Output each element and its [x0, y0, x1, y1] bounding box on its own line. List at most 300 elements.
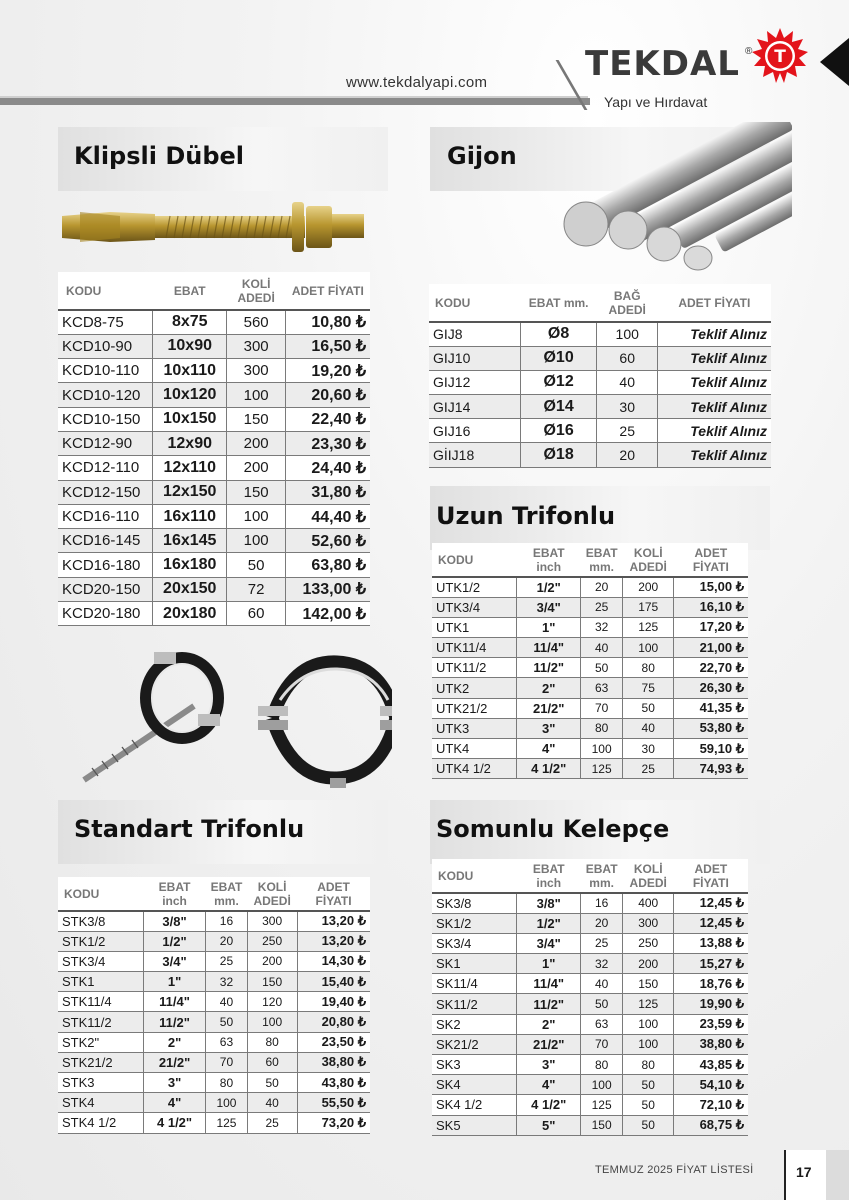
somunlu-cell-c2: 150: [581, 1115, 623, 1135]
table-row: [58, 972, 370, 992]
klipsli-cell-c2: 150: [227, 407, 286, 431]
standart-cell-code: STK4: [58, 1093, 143, 1113]
somunlu-cell-c3: 200: [623, 954, 674, 974]
klipsli-cell-code: KCD10-90: [58, 334, 153, 358]
uzun-cell-c3: 75: [623, 678, 674, 698]
klipsli-cell-c1: 12x110: [153, 456, 227, 480]
klipsli-cell-c1: 20x180: [153, 602, 227, 626]
gijon-cell-c2: 25: [597, 419, 658, 443]
uzun-cell-code: UTK1: [432, 617, 517, 637]
klipsli-cell-code: KCD10-110: [58, 359, 153, 383]
klipsli-cell-c1: 12x150: [153, 480, 227, 504]
uzun-cell-c4: 26,30 ₺: [674, 678, 748, 698]
table-row: [58, 1052, 370, 1072]
standart-cell-c2: 20: [206, 931, 247, 951]
brand-tagline: Yapı ve Hırdavat: [604, 94, 708, 110]
uzun-cell-c3: 50: [623, 698, 674, 718]
standart-cell-c3: 150: [247, 972, 297, 992]
standart-table: [58, 877, 370, 1134]
table-row: [58, 577, 370, 601]
gijon-cell-c1: Ø12: [520, 370, 596, 394]
gijon-cell-c1: Ø10: [520, 346, 596, 370]
klipsli-cell-c1: 10x110: [153, 359, 227, 383]
standart-cell-c2: 125: [206, 1113, 247, 1133]
table-row: [58, 602, 370, 626]
uzun-cell-c2: 32: [581, 617, 623, 637]
uzun-cell-code: UTK4 1/2: [432, 759, 517, 779]
somunlu-cell-c3: 50: [623, 1075, 674, 1095]
uzun-cell-c4: 74,93 ₺: [674, 759, 748, 779]
klipsli-cell-c2: 100: [227, 504, 286, 528]
col-header: KOLİ ADEDİ: [623, 543, 674, 577]
uzun-cell-c2: 20: [581, 577, 623, 597]
table-row: [432, 974, 748, 994]
gijon-cell-c1: Ø18: [520, 443, 596, 467]
table-row: [429, 395, 771, 419]
anchor-bolt-image: [60, 198, 366, 256]
standart-cell-c3: 200: [247, 951, 297, 971]
gijon-cell-c1: Ø8: [520, 322, 596, 346]
page-edge-band: [826, 1150, 849, 1200]
col-header: ADET FİYATI: [297, 877, 370, 911]
somunlu-cell-c2: 63: [581, 1014, 623, 1034]
klipsli-cell-c3: 23,30 ₺: [286, 431, 370, 455]
uzun-cell-c1: 21/2": [517, 698, 581, 718]
standart-cell-c1: 3": [143, 1073, 205, 1093]
table-row: [432, 718, 748, 738]
klipsli-cell-c3: 52,60 ₺: [286, 529, 370, 553]
gijon-cell-c1: Ø14: [520, 395, 596, 419]
klipsli-cell-c1: 10x90: [153, 334, 227, 358]
somunlu-cell-c2: 20: [581, 913, 623, 933]
somunlu-cell-c1: 2": [517, 1014, 581, 1034]
somunlu-cell-code: SK1/2: [432, 913, 517, 933]
table-row: [58, 951, 370, 971]
standart-cell-c2: 100: [206, 1093, 247, 1113]
col-header: KOLİ ADEDİ: [247, 877, 297, 911]
uzun-table: [432, 543, 748, 779]
table-row: [58, 310, 370, 334]
standart-cell-code: STK4 1/2: [58, 1113, 143, 1133]
gijon-cell-code: GIJ14: [429, 395, 520, 419]
uzun-cell-code: UTK4: [432, 739, 517, 759]
table-row: [432, 994, 748, 1014]
table-row: [432, 1095, 748, 1115]
klipsli-cell-c2: 300: [227, 359, 286, 383]
klipsli-cell-c1: 12x90: [153, 431, 227, 455]
uzun-cell-c1: 1/2": [517, 577, 581, 597]
table-row: [58, 407, 370, 431]
klipsli-cell-c2: 72: [227, 577, 286, 601]
klipsli-cell-code: KCD12-110: [58, 456, 153, 480]
brand-logo-text: TEKDAL: [585, 44, 740, 84]
uzun-cell-c2: 25: [581, 597, 623, 617]
somunlu-cell-code: SK3/4: [432, 933, 517, 953]
somunlu-cell-c1: 3/8": [517, 893, 581, 913]
col-header: ADET FİYATI: [674, 859, 748, 893]
somunlu-cell-c4: 12,45 ₺: [674, 893, 748, 913]
somunlu-cell-c4: 43,85 ₺: [674, 1055, 748, 1075]
gijon-cell-c3: Teklif Alınız: [658, 370, 771, 394]
col-header: KODU: [432, 543, 517, 577]
somunlu-cell-code: SK11/4: [432, 974, 517, 994]
somunlu-cell-c4: 23,59 ₺: [674, 1014, 748, 1034]
table-row: [432, 893, 748, 913]
somunlu-cell-c3: 80: [623, 1055, 674, 1075]
somunlu-cell-c3: 50: [623, 1095, 674, 1115]
standart-cell-c1: 3/8": [143, 911, 205, 931]
gijon-cell-c3: Teklif Alınız: [658, 443, 771, 467]
klipsli-cell-c1: 16x110: [153, 504, 227, 528]
table-row: [432, 1115, 748, 1135]
col-header: KODU: [58, 877, 143, 911]
klipsli-cell-code: KCD12-90: [58, 431, 153, 455]
klipsli-cell-c2: 100: [227, 529, 286, 553]
somunlu-cell-c2: 50: [581, 994, 623, 1014]
uzun-cell-c3: 100: [623, 638, 674, 658]
gijon-cell-code: GIJ16: [429, 419, 520, 443]
uzun-cell-code: UTK2: [432, 678, 517, 698]
table-row: [58, 992, 370, 1012]
klipsli-cell-code: KCD10-150: [58, 407, 153, 431]
somunlu-cell-c1: 1/2": [517, 913, 581, 933]
standart-cell-c3: 100: [247, 1012, 297, 1032]
table-row: [432, 597, 748, 617]
table-row: [58, 931, 370, 951]
brand-star-icon: [752, 28, 808, 84]
uzun-cell-c2: 80: [581, 718, 623, 738]
somunlu-cell-c3: 250: [623, 933, 674, 953]
klipsli-cell-c3: 142,00 ₺: [286, 602, 370, 626]
standart-cell-code: STK2": [58, 1032, 143, 1052]
gijon-cell-code: GIJ10: [429, 346, 520, 370]
somunlu-cell-c4: 38,80 ₺: [674, 1034, 748, 1054]
table-row: [429, 419, 771, 443]
table-row: [58, 1012, 370, 1032]
uzun-cell-code: UTK3/4: [432, 597, 517, 617]
col-header: EBAT mm.: [520, 284, 596, 322]
klipsli-cell-c2: 300: [227, 334, 286, 358]
standart-cell-c3: 40: [247, 1093, 297, 1113]
col-header: EBAT inch: [143, 877, 205, 911]
standart-cell-c4: 38,80 ₺: [297, 1052, 370, 1072]
standart-cell-c3: 80: [247, 1032, 297, 1052]
somunlu-cell-c2: 80: [581, 1055, 623, 1075]
col-header: KODU: [429, 284, 520, 322]
standart-cell-c2: 80: [206, 1073, 247, 1093]
gijon-title: Gijon: [447, 142, 517, 170]
standart-cell-code: STK1: [58, 972, 143, 992]
klipsli-cell-c3: 133,00 ₺: [286, 577, 370, 601]
somunlu-cell-c2: 70: [581, 1034, 623, 1054]
somunlu-cell-c2: 16: [581, 893, 623, 913]
uzun-cell-c4: 21,00 ₺: [674, 638, 748, 658]
table-row: [429, 346, 771, 370]
somunlu-cell-c1: 3": [517, 1055, 581, 1075]
standart-cell-c1: 1": [143, 972, 205, 992]
somunlu-cell-c3: 125: [623, 994, 674, 1014]
standart-cell-c2: 40: [206, 992, 247, 1012]
somunlu-cell-c4: 12,45 ₺: [674, 913, 748, 933]
klipsli-cell-c1: 16x145: [153, 529, 227, 553]
gijon-cell-c2: 100: [597, 322, 658, 346]
gijon-table: [429, 284, 771, 468]
somunlu-cell-code: SK4 1/2: [432, 1095, 517, 1115]
somunlu-cell-c3: 100: [623, 1034, 674, 1054]
somunlu-cell-code: SK3/8: [432, 893, 517, 913]
klipsli-table: [58, 272, 370, 626]
klipsli-cell-c3: 20,60 ₺: [286, 383, 370, 407]
somunlu-cell-c1: 5": [517, 1115, 581, 1135]
table-row: [432, 1055, 748, 1075]
klipsli-cell-code: KCD12-150: [58, 480, 153, 504]
klipsli-cell-code: KCD20-180: [58, 602, 153, 626]
standart-title: Standart Trifonlu: [74, 815, 305, 843]
table-row: [58, 553, 370, 577]
somunlu-cell-c4: 54,10 ₺: [674, 1075, 748, 1095]
klipsli-cell-c3: 63,80 ₺: [286, 553, 370, 577]
standart-cell-c4: 43,80 ₺: [297, 1073, 370, 1093]
klipsli-cell-c3: 19,20 ₺: [286, 359, 370, 383]
col-header: ADET FİYATI: [658, 284, 771, 322]
uzun-cell-c1: 11/2": [517, 658, 581, 678]
standart-cell-code: STK3/4: [58, 951, 143, 971]
uzun-cell-code: UTK1/2: [432, 577, 517, 597]
table-row: [432, 1075, 748, 1095]
standart-cell-c1: 4 1/2": [143, 1113, 205, 1133]
somunlu-cell-c2: 100: [581, 1075, 623, 1095]
klipsli-cell-code: KCD10-120: [58, 383, 153, 407]
somunlu-cell-c1: 4 1/2": [517, 1095, 581, 1115]
klipsli-cell-code: KCD16-180: [58, 553, 153, 577]
somunlu-cell-c3: 50: [623, 1115, 674, 1135]
klipsli-cell-c2: 50: [227, 553, 286, 577]
col-header: EBAT mm.: [206, 877, 247, 911]
threaded-rod-image: [562, 122, 792, 272]
standart-cell-c1: 4": [143, 1093, 205, 1113]
uzun-cell-c3: 25: [623, 759, 674, 779]
klipsli-cell-code: KCD20-150: [58, 577, 153, 601]
somunlu-cell-c1: 21/2": [517, 1034, 581, 1054]
standart-cell-c4: 23,50 ₺: [297, 1032, 370, 1052]
page-number: 17: [786, 1150, 826, 1200]
somunlu-cell-c2: 25: [581, 933, 623, 953]
pipe-clamp-image: [62, 640, 392, 788]
klipsli-cell-c3: 22,40 ₺: [286, 407, 370, 431]
klipsli-cell-c2: 200: [227, 431, 286, 455]
gijon-cell-c3: Teklif Alınız: [658, 419, 771, 443]
table-row: [429, 322, 771, 346]
uzun-cell-c4: 59,10 ₺: [674, 739, 748, 759]
somunlu-cell-c1: 11/4": [517, 974, 581, 994]
table-row: [432, 617, 748, 637]
standart-cell-c4: 13,20 ₺: [297, 931, 370, 951]
somunlu-cell-c4: 13,88 ₺: [674, 933, 748, 953]
somunlu-cell-c2: 125: [581, 1095, 623, 1115]
gijon-cell-c3: Teklif Alınız: [658, 322, 771, 346]
col-header: KOLİ ADEDİ: [623, 859, 674, 893]
klipsli-cell-c1: 8x75: [153, 310, 227, 334]
table-row: [432, 913, 748, 933]
table-row: [432, 739, 748, 759]
col-header: ADET FİYATI: [674, 543, 748, 577]
uzun-cell-code: UTK3: [432, 718, 517, 738]
uzun-cell-c2: 70: [581, 698, 623, 718]
somunlu-cell-code: SK21/2: [432, 1034, 517, 1054]
uzun-cell-c4: 41,35 ₺: [674, 698, 748, 718]
col-header: EBAT mm.: [581, 543, 623, 577]
col-header: KODU: [58, 272, 153, 310]
uzun-cell-c3: 200: [623, 577, 674, 597]
col-header: EBAT: [153, 272, 227, 310]
standart-cell-c2: 25: [206, 951, 247, 971]
uzun-cell-c1: 2": [517, 678, 581, 698]
standart-cell-code: STK21/2: [58, 1052, 143, 1072]
uzun-cell-code: UTK11/4: [432, 638, 517, 658]
somunlu-cell-c1: 4": [517, 1075, 581, 1095]
table-row: [58, 383, 370, 407]
klipsli-cell-c1: 10x120: [153, 383, 227, 407]
klipsli-cell-c3: 16,50 ₺: [286, 334, 370, 358]
standart-cell-c2: 70: [206, 1052, 247, 1072]
gijon-cell-c2: 40: [597, 370, 658, 394]
table-row: [58, 431, 370, 455]
registered-mark: ®: [745, 46, 753, 57]
uzun-cell-c4: 17,20 ₺: [674, 617, 748, 637]
uzun-cell-c1: 4": [517, 739, 581, 759]
standart-cell-c3: 120: [247, 992, 297, 1012]
table-row: [429, 370, 771, 394]
somunlu-cell-c2: 32: [581, 954, 623, 974]
standart-cell-code: STK11/2: [58, 1012, 143, 1032]
table-row: [58, 1093, 370, 1113]
col-header: EBAT inch: [517, 859, 581, 893]
uzun-cell-c4: 15,00 ₺: [674, 577, 748, 597]
somunlu-cell-c3: 150: [623, 974, 674, 994]
table-row: [58, 480, 370, 504]
somunlu-cell-c4: 68,75 ₺: [674, 1115, 748, 1135]
klipsli-cell-c2: 100: [227, 383, 286, 407]
standart-cell-c4: 15,40 ₺: [297, 972, 370, 992]
uzun-cell-c2: 100: [581, 739, 623, 759]
uzun-cell-c4: 16,10 ₺: [674, 597, 748, 617]
uzun-cell-c3: 40: [623, 718, 674, 738]
uzun-cell-c2: 63: [581, 678, 623, 698]
gijon-cell-code: GIJ8: [429, 322, 520, 346]
gijon-cell-c2: 60: [597, 346, 658, 370]
somunlu-cell-c1: 3/4": [517, 933, 581, 953]
col-header: KOLİ ADEDİ: [227, 272, 286, 310]
table-row: [432, 1034, 748, 1054]
table-row: [432, 577, 748, 597]
klipsli-cell-c2: 60: [227, 602, 286, 626]
col-header: EBAT inch: [517, 543, 581, 577]
klipsli-cell-c2: 150: [227, 480, 286, 504]
somunlu-cell-c4: 19,90 ₺: [674, 994, 748, 1014]
uzun-cell-c1: 3/4": [517, 597, 581, 617]
standart-cell-c3: 25: [247, 1113, 297, 1133]
table-row: [432, 698, 748, 718]
klipsli-cell-c1: 16x180: [153, 553, 227, 577]
klipsli-cell-c1: 10x150: [153, 407, 227, 431]
standart-cell-c3: 60: [247, 1052, 297, 1072]
somunlu-cell-code: SK1: [432, 954, 517, 974]
table-row: [432, 638, 748, 658]
somunlu-cell-c3: 300: [623, 913, 674, 933]
standart-cell-c4: 73,20 ₺: [297, 1113, 370, 1133]
uzun-cell-c2: 50: [581, 658, 623, 678]
standart-cell-c4: 13,20 ₺: [297, 911, 370, 931]
standart-cell-code: STK3/8: [58, 911, 143, 931]
gijon-cell-c3: Teklif Alınız: [658, 346, 771, 370]
uzun-cell-c2: 125: [581, 759, 623, 779]
uzun-cell-c4: 22,70 ₺: [674, 658, 748, 678]
standart-cell-code: STK1/2: [58, 931, 143, 951]
gijon-cell-code: GIJ12: [429, 370, 520, 394]
table-row: [429, 443, 771, 467]
standart-cell-c1: 21/2": [143, 1052, 205, 1072]
somunlu-cell-c4: 18,76 ₺: [674, 974, 748, 994]
uzun-cell-c3: 30: [623, 739, 674, 759]
header-rule: [0, 98, 590, 105]
standart-cell-c2: 50: [206, 1012, 247, 1032]
header-corner-triangle: [820, 38, 849, 86]
uzun-cell-c2: 40: [581, 638, 623, 658]
gijon-cell-code: GİIJ18: [429, 443, 520, 467]
table-row: [58, 504, 370, 528]
klipsli-cell-c3: 10,80 ₺: [286, 310, 370, 334]
table-row: [432, 678, 748, 698]
standart-cell-c1: 11/4": [143, 992, 205, 1012]
col-header: KODU: [432, 859, 517, 893]
standart-cell-c4: 55,50 ₺: [297, 1093, 370, 1113]
gijon-cell-c3: Teklif Alınız: [658, 395, 771, 419]
standart-cell-c1: 1/2": [143, 931, 205, 951]
klipsli-cell-c3: 44,40 ₺: [286, 504, 370, 528]
uzun-cell-code: UTK21/2: [432, 698, 517, 718]
table-row: [58, 456, 370, 480]
somunlu-cell-c3: 400: [623, 893, 674, 913]
uzun-cell-c3: 175: [623, 597, 674, 617]
table-row: [432, 933, 748, 953]
gijon-cell-c1: Ø16: [520, 419, 596, 443]
uzun-cell-c3: 125: [623, 617, 674, 637]
somunlu-cell-c3: 100: [623, 1014, 674, 1034]
klipsli-cell-code: KCD16-110: [58, 504, 153, 528]
table-row: [432, 1014, 748, 1034]
uzun-cell-code: UTK11/2: [432, 658, 517, 678]
table-row: [58, 1032, 370, 1052]
uzun-cell-c3: 80: [623, 658, 674, 678]
col-header: EBAT mm.: [581, 859, 623, 893]
website-url[interactable]: www.tekdalyapi.com: [346, 74, 488, 91]
klipsli-cell-c2: 560: [227, 310, 286, 334]
somunlu-table: [432, 859, 748, 1136]
klipsli-cell-c3: 24,40 ₺: [286, 456, 370, 480]
standart-cell-c4: 20,80 ₺: [297, 1012, 370, 1032]
col-header: BAĞ ADEDİ: [597, 284, 658, 322]
table-row: [58, 529, 370, 553]
standart-cell-c4: 14,30 ₺: [297, 951, 370, 971]
uzun-cell-c1: 3": [517, 718, 581, 738]
table-row: [58, 911, 370, 931]
table-row: [432, 954, 748, 974]
logo-letter: T: [774, 47, 786, 67]
klipsli-cell-c1: 20x150: [153, 577, 227, 601]
uzun-cell-c1: 11/4": [517, 638, 581, 658]
standart-cell-c3: 250: [247, 931, 297, 951]
somunlu-cell-c4: 15,27 ₺: [674, 954, 748, 974]
